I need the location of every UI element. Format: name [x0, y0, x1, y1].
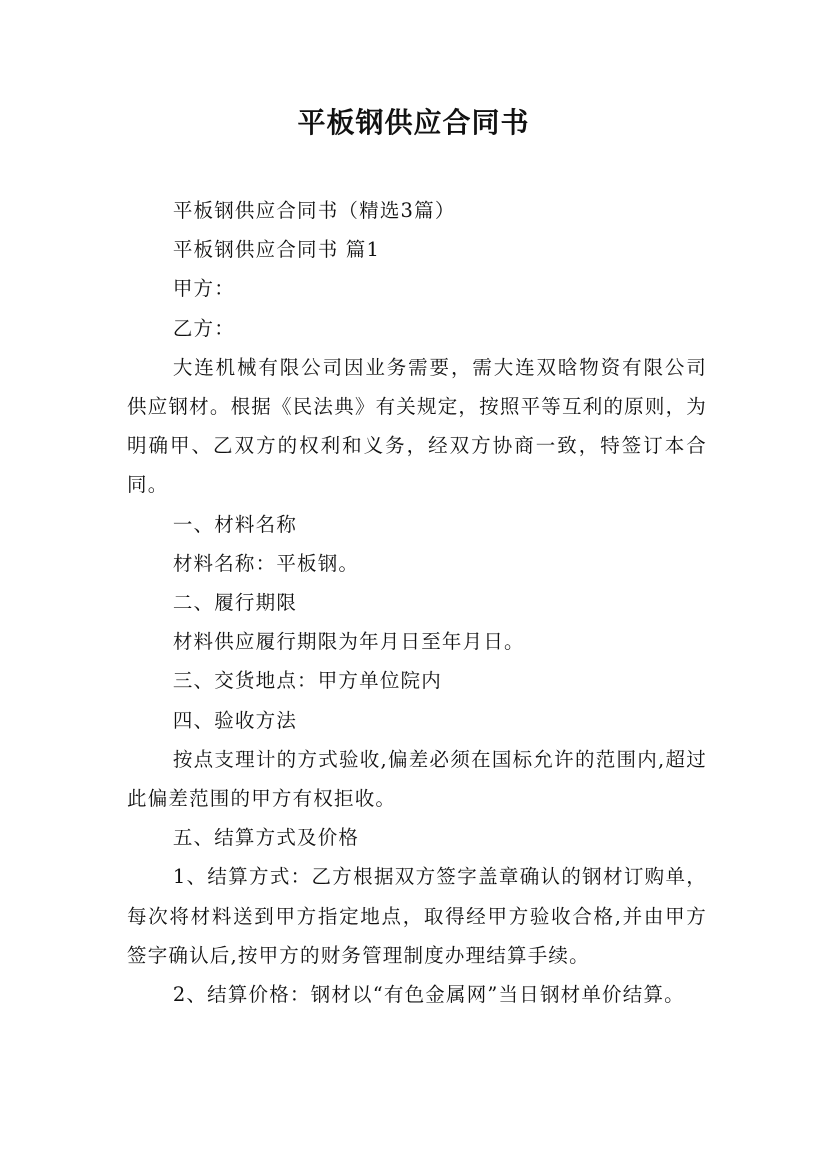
- paragraph-term: 材料供应履行期限为年月日至年月日。: [172, 630, 525, 654]
- section-heading-material-name: 一、材料名称: [172, 512, 298, 536]
- paragraph-party-b: 乙方：: [172, 316, 235, 340]
- section-heading-term: 二、履行期限: [172, 591, 298, 615]
- section-heading-settlement: 五、结算方式及价格: [172, 826, 360, 850]
- paragraph-subtitle: 平板钢供应合同书（精选3篇）: [172, 199, 456, 222]
- paragraph-preamble: 大连机械有限公司因业务需要，需大连双晗物资有限公司供应钢材。根据《民法典》有关规定，按照平等互利的原则，为明确甲、乙双方的权利和义务，经双方协商一致，特签订本合同。: [127, 355, 707, 497]
- paragraph-settlement-price: 2、结算价格：钢材以“有色金属网”当日钢材单价结算。: [172, 983, 685, 1007]
- section-heading-acceptance: 四、验收方法: [172, 708, 298, 732]
- paragraph-part-heading: 平板钢供应合同书 篇1: [172, 238, 381, 262]
- paragraph-party-a: 甲方：: [172, 277, 235, 301]
- paragraph-material-name: 材料名称：平板钢。: [172, 551, 360, 575]
- document-title: 平板钢供应合同书: [297, 106, 530, 139]
- document-body: [127, 191, 707, 1014]
- section-heading-delivery-location: 三、交货地点：甲方单位院内: [172, 669, 442, 693]
- paragraph-settlement-method: 1、结算方式：乙方根据双方签字盖章确认的钢材订购单，每次将材料送到甲方指定地点，取得经甲方验收合格,并由甲方签字确认后,按甲方的财务管理制度办理结算手续。: [127, 865, 707, 967]
- paragraph-acceptance: 按点支理计的方式验收,偏差必须在国标允许的范围内,超过此偏差范围的甲方有权拒收。: [127, 747, 707, 811]
